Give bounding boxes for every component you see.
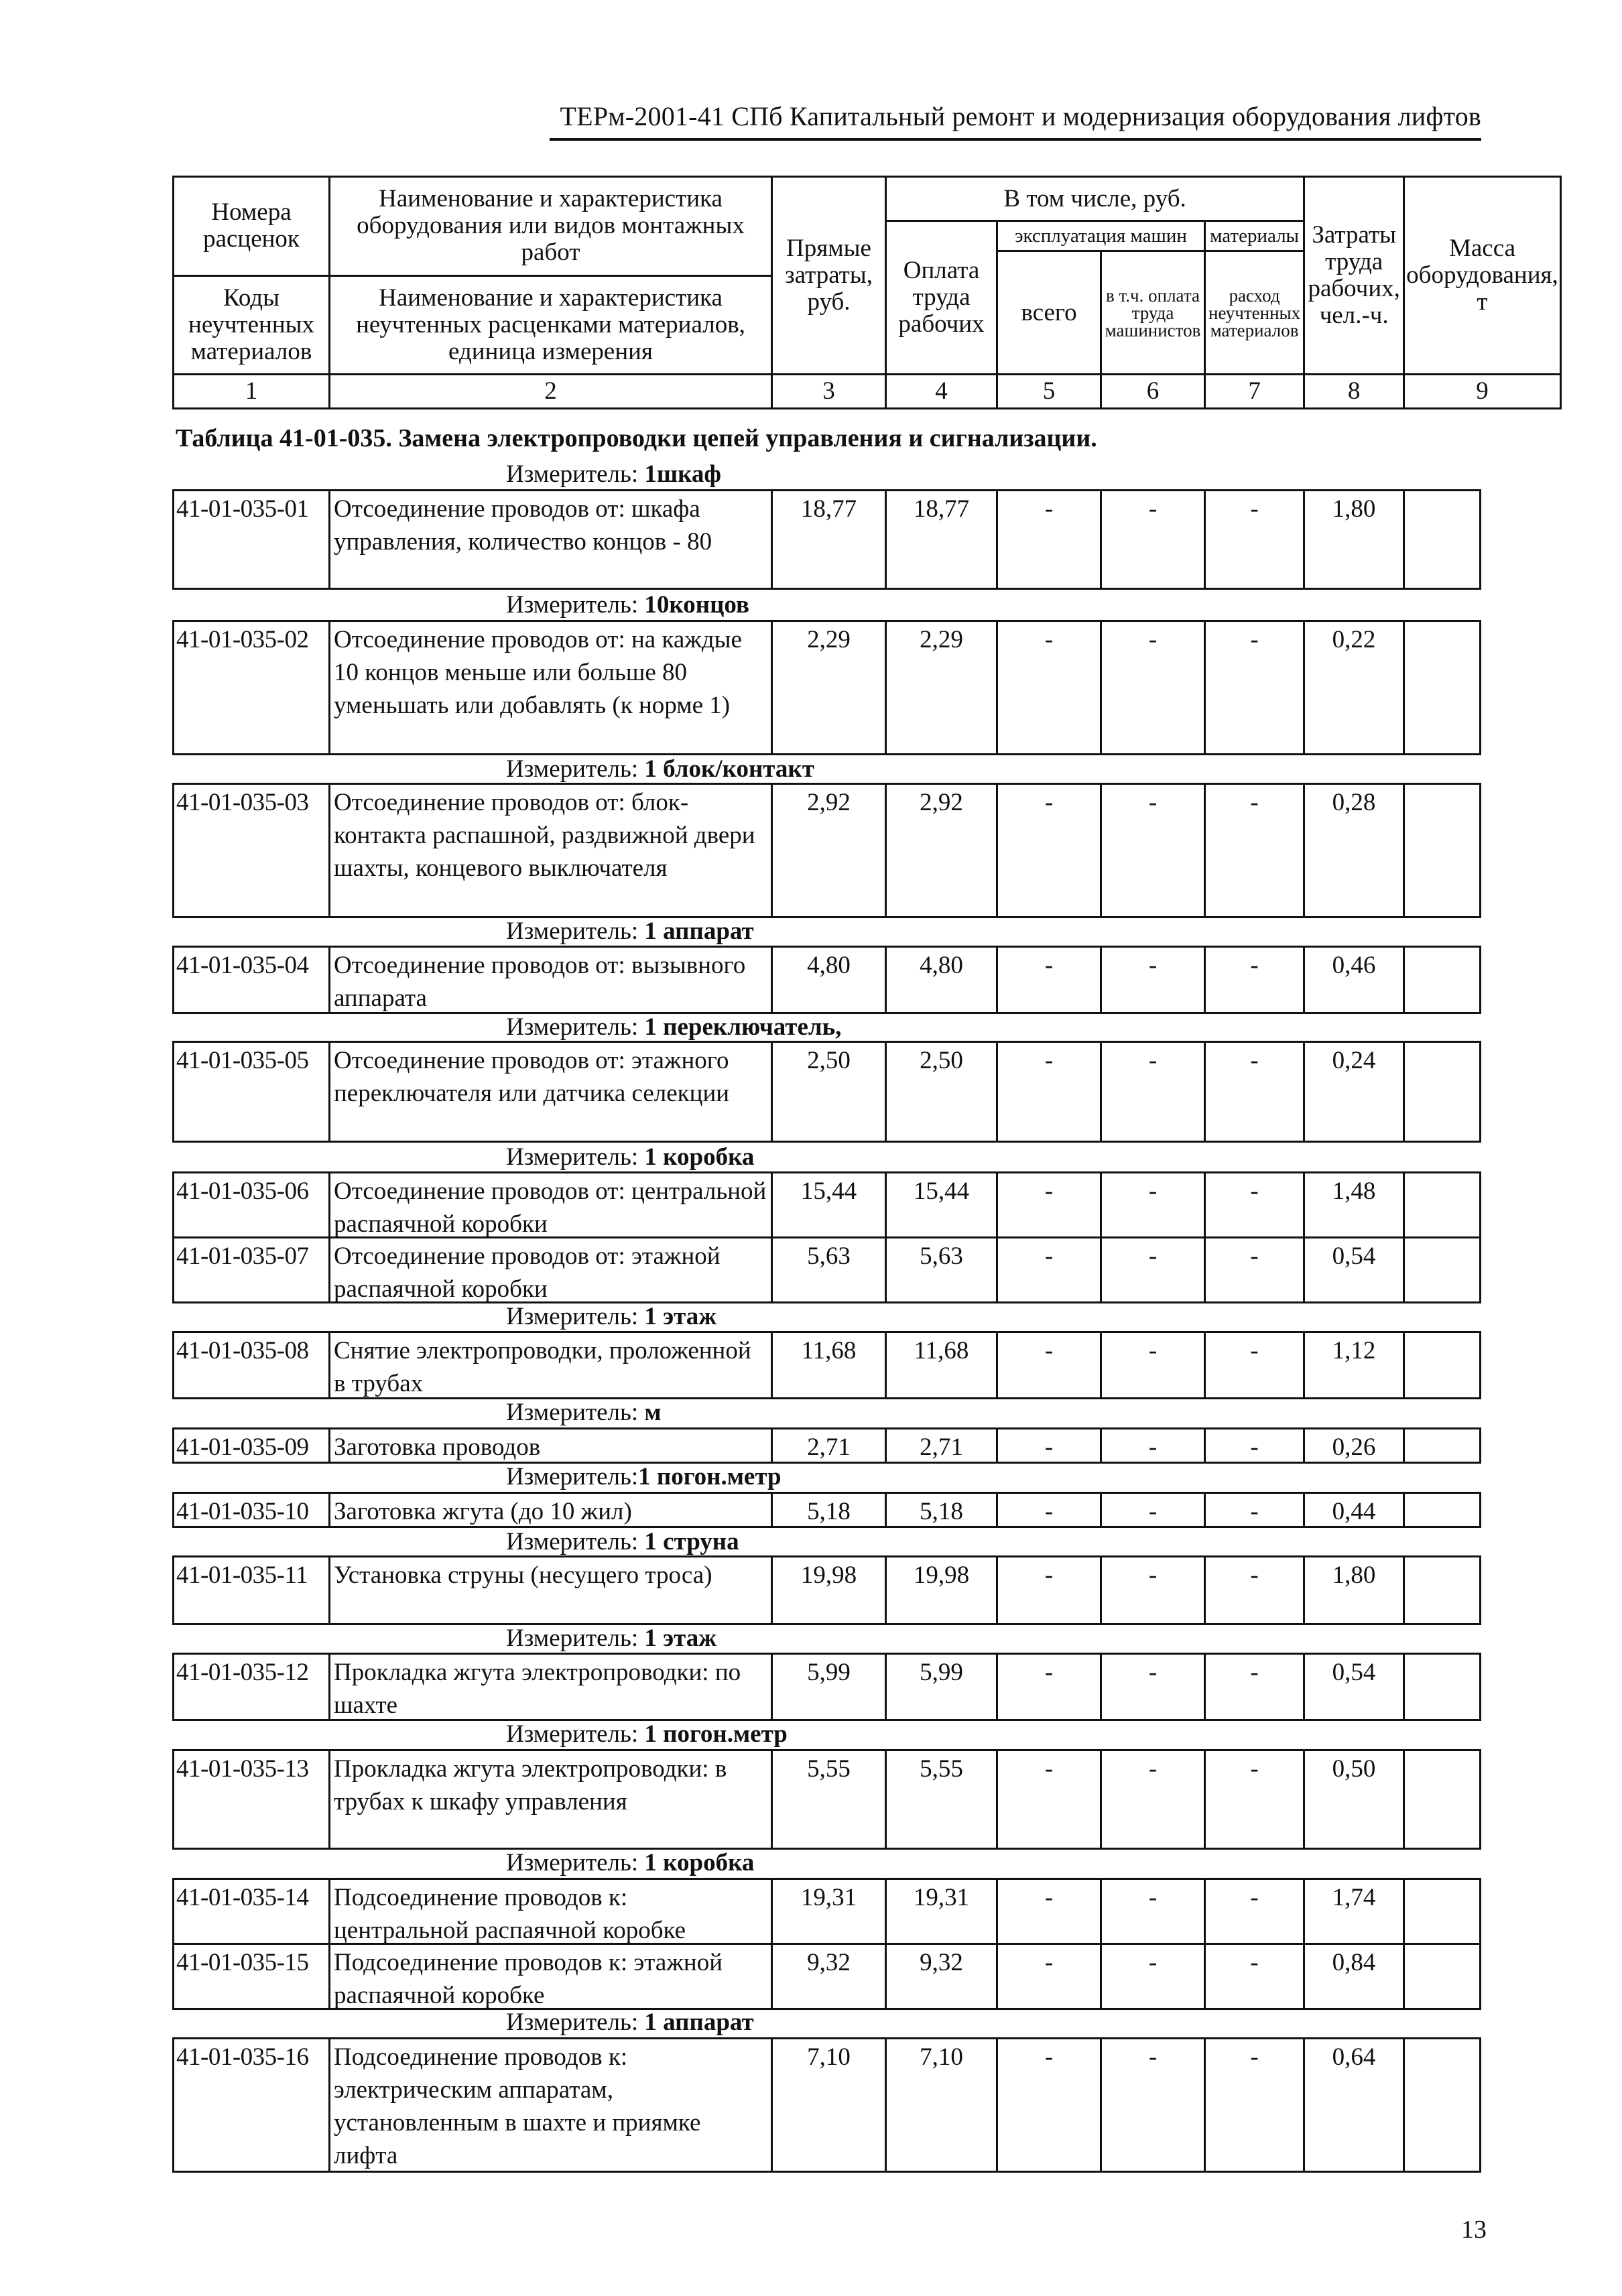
labor-pay: 2,29 — [885, 620, 996, 755]
direct-costs: 2,50 — [771, 1041, 885, 1143]
rate-code: 41-01-035-05 — [172, 1041, 328, 1143]
column-header-table — [172, 176, 1562, 409]
machine-total: - — [996, 1653, 1100, 1721]
direct-costs: 4,80 — [771, 946, 885, 1014]
rate-code: 41-01-035-14 — [172, 1878, 328, 1945]
rate-code: 41-01-035-03 — [172, 783, 328, 918]
operator-pay: - — [1100, 1492, 1204, 1528]
work-name: Подсоединение проводов к: электрическим аппаратам, установленным в шахте и приямке лифта — [328, 2037, 771, 2173]
materials-cost: - — [1204, 2037, 1303, 2173]
column-number: 8 — [1304, 375, 1404, 409]
direct-costs: 5,18 — [771, 1492, 885, 1528]
machine-total: - — [996, 1749, 1100, 1850]
equipment-mass — [1403, 946, 1481, 1014]
direct-costs: 15,44 — [771, 1171, 885, 1238]
labor-hours: 0,54 — [1303, 1236, 1403, 1303]
rate-code: 41-01-035-15 — [172, 1943, 328, 2010]
labor-pay: 2,71 — [885, 1427, 996, 1464]
machine-total: - — [996, 1041, 1100, 1143]
machine-total: - — [996, 2037, 1100, 2173]
work-name: Подсоединение проводов к: этажной распаячной коробке — [328, 1943, 771, 2010]
equipment-mass — [1403, 489, 1481, 590]
equipment-mass — [1403, 1171, 1481, 1238]
direct-costs: 9,32 — [771, 1943, 885, 2010]
operator-pay: - — [1100, 1653, 1204, 1721]
machine-total: - — [996, 1427, 1100, 1464]
labor-pay: 18,77 — [885, 489, 996, 590]
running-head-rule — [550, 138, 1481, 141]
machine-total: - — [996, 946, 1100, 1014]
unit-line: Измеритель:1 погон.метр — [506, 1463, 782, 1490]
work-name: Прокладка жгута электропроводки: в трубах к шкафу управления — [328, 1749, 771, 1850]
machine-total: - — [996, 1943, 1100, 2010]
unit-line: Измеритель: 1 погон.метр — [506, 1720, 788, 1748]
labor-hours: 1,74 — [1303, 1878, 1403, 1945]
labor-pay: 5,63 — [885, 1236, 996, 1303]
unit-line: Измеритель: 1 аппарат — [506, 2008, 754, 2036]
table-row — [172, 783, 1481, 918]
labor-hours: 0,50 — [1303, 1749, 1403, 1850]
table-row — [172, 1555, 1481, 1625]
work-name: Снятие электропроводки, проложенной в трубах — [328, 1331, 771, 1399]
unit-line: Измеритель: 1 аппарат — [506, 917, 754, 945]
labor-hours: 0,46 — [1303, 946, 1403, 1014]
operator-pay: - — [1100, 1427, 1204, 1464]
table-row — [172, 2037, 1481, 2173]
table-row — [172, 1943, 1481, 2010]
labor-hours: 0,28 — [1303, 783, 1403, 918]
labor-hours: 1,80 — [1303, 489, 1403, 590]
running-head: ТЕРм-2001-41 СПб Капитальный ремонт и модернизация оборудования лифтов — [560, 101, 1481, 131]
rate-code: 41-01-035-02 — [172, 620, 328, 755]
rate-code: 41-01-035-16 — [172, 2037, 328, 2173]
equipment-mass — [1403, 620, 1481, 755]
page-number: 13 — [1461, 2216, 1487, 2244]
unit-line: Измеритель: 1 струна — [506, 1528, 739, 1555]
unit-line: Измеритель: 1 коробка — [506, 1143, 755, 1171]
equipment-mass — [1403, 1878, 1481, 1945]
machine-total: - — [996, 783, 1100, 918]
column-number: 7 — [1205, 375, 1304, 409]
work-name: Заготовка жгута (до 10 жил) — [328, 1492, 771, 1528]
rate-code: 41-01-035-04 — [172, 946, 328, 1014]
labor-pay: 19,98 — [885, 1555, 996, 1625]
header-material-codes: Коды неучтенных материалов — [174, 275, 328, 374]
operator-pay: - — [1100, 620, 1204, 755]
table-title: Таблица 41-01-035. Замена электропроводки цепей управления и сигнализации. — [176, 424, 1097, 452]
work-name: Отсоединение проводов от: на каждые 10 концов меньше или больше 80 уменьшать или добавлять (к норме 1) — [328, 620, 771, 755]
direct-costs: 18,77 — [771, 489, 885, 590]
operator-pay: - — [1100, 783, 1204, 918]
materials-cost: - — [1204, 1492, 1303, 1528]
equipment-mass — [1403, 1427, 1481, 1464]
unit-line: Измеритель: 1 коробка — [506, 1849, 755, 1876]
table-row — [172, 1236, 1481, 1303]
materials-cost: - — [1204, 1555, 1303, 1625]
work-name: Отсоединение проводов от: вызывного аппарата — [328, 946, 771, 1014]
operator-pay: - — [1100, 1555, 1204, 1625]
unit-line: Измеритель: 1 этаж — [506, 1303, 717, 1330]
equipment-mass — [1403, 1492, 1481, 1528]
materials-cost: - — [1204, 1331, 1303, 1399]
header-machine-operation: эксплуатация машин — [997, 221, 1205, 251]
labor-pay: 5,55 — [885, 1749, 996, 1850]
direct-costs: 5,63 — [771, 1236, 885, 1303]
equipment-mass — [1403, 2037, 1481, 2173]
materials-cost: - — [1204, 783, 1303, 918]
equipment-mass — [1403, 1041, 1481, 1143]
rate-code: 41-01-035-13 — [172, 1749, 328, 1850]
header-direct-costs: Прямые затраты, руб. — [772, 177, 886, 375]
unit-line: Измеритель: 1 блок/контакт — [506, 755, 814, 783]
materials-cost: - — [1204, 1427, 1303, 1464]
operator-pay: - — [1100, 489, 1204, 590]
unit-line: Измеритель: 1шкаф — [506, 460, 722, 488]
column-number: 4 — [886, 375, 997, 409]
table-row — [172, 1331, 1481, 1399]
unit-line: Измеритель: 1 переключатель, — [506, 1013, 842, 1041]
header-materials: материалы — [1205, 221, 1304, 251]
labor-pay: 4,80 — [885, 946, 996, 1014]
direct-costs: 7,10 — [771, 2037, 885, 2173]
rate-code: 41-01-035-06 — [172, 1171, 328, 1238]
table-row — [172, 1171, 1481, 1238]
table-row — [172, 1427, 1481, 1464]
column-number: 3 — [772, 375, 886, 409]
operator-pay: - — [1100, 1943, 1204, 2010]
header-machine-total: всего — [997, 251, 1101, 375]
labor-pay: 7,10 — [885, 2037, 996, 2173]
materials-cost: - — [1204, 620, 1303, 755]
work-name: Отсоединение проводов от: блок-контакта распашной, раздвижной двери шахты, концевого выключателя — [328, 783, 771, 918]
labor-pay: 5,99 — [885, 1653, 996, 1721]
equipment-mass — [1403, 1943, 1481, 2010]
work-name: Установка струны (несущего троса) — [328, 1555, 771, 1625]
operator-pay: - — [1100, 1749, 1204, 1850]
labor-hours: 1,48 — [1303, 1171, 1403, 1238]
operator-pay: - — [1100, 1041, 1204, 1143]
header-including-group: В том числе, руб. — [886, 177, 1304, 221]
operator-pay: - — [1100, 1878, 1204, 1945]
materials-cost: - — [1204, 946, 1303, 1014]
equipment-mass — [1403, 1749, 1481, 1850]
column-number: 5 — [997, 375, 1101, 409]
equipment-mass — [1403, 783, 1481, 918]
labor-pay: 11,68 — [885, 1331, 996, 1399]
rate-code: 41-01-035-11 — [172, 1555, 328, 1625]
labor-pay: 15,44 — [885, 1171, 996, 1238]
column-number: 9 — [1404, 375, 1561, 409]
labor-hours: 0,26 — [1303, 1427, 1403, 1464]
rate-code: 41-01-035-08 — [172, 1331, 328, 1399]
work-name: Отсоединение проводов от: центральной распаячной коробки — [328, 1171, 771, 1238]
labor-pay: 2,92 — [885, 783, 996, 918]
header-unaccounted-materials: расход неучтенных материалов — [1205, 251, 1304, 375]
column-number: 6 — [1101, 375, 1205, 409]
table-row — [172, 1041, 1481, 1143]
rate-code: 41-01-035-12 — [172, 1653, 328, 1721]
machine-total: - — [996, 1331, 1100, 1399]
equipment-mass — [1403, 1331, 1481, 1399]
column-number: 1 — [174, 375, 330, 409]
operator-pay: - — [1100, 2037, 1204, 2173]
materials-cost: - — [1204, 1041, 1303, 1143]
direct-costs: 2,29 — [771, 620, 885, 755]
unit-line: Измеритель: 1 этаж — [506, 1624, 717, 1652]
work-name: Отсоединение проводов от: этажной распаячной коробки — [328, 1236, 771, 1303]
direct-costs: 19,31 — [771, 1878, 885, 1945]
header-rate-numbers: Номера расценок — [203, 198, 300, 253]
labor-pay: 2,50 — [885, 1041, 996, 1143]
labor-hours: 0,22 — [1303, 620, 1403, 755]
labor-hours: 0,44 — [1303, 1492, 1403, 1528]
machine-total: - — [996, 1878, 1100, 1945]
materials-cost: - — [1204, 1236, 1303, 1303]
header-material-name: Наименование и характеристика неучтенных расценками материалов, единица измерения — [330, 275, 771, 374]
header-equipment-mass: Масса оборудования, т — [1404, 177, 1561, 375]
labor-hours: 0,84 — [1303, 1943, 1403, 2010]
rate-code: 41-01-035-09 — [172, 1427, 328, 1464]
header-operator-pay: в т.ч. оплата труда машинистов — [1101, 251, 1205, 375]
work-name: Подсоединение проводов к: центральной распаячной коробке — [328, 1878, 771, 1945]
materials-cost: - — [1204, 1943, 1303, 2010]
labor-pay: 9,32 — [885, 1943, 996, 2010]
labor-hours: 0,54 — [1303, 1653, 1403, 1721]
labor-pay: 5,18 — [885, 1492, 996, 1528]
equipment-mass — [1403, 1555, 1481, 1625]
labor-hours: 0,64 — [1303, 2037, 1403, 2173]
machine-total: - — [996, 1492, 1100, 1528]
materials-cost: - — [1204, 1171, 1303, 1238]
table-row — [172, 489, 1481, 590]
unit-line: Измеритель: м — [506, 1399, 662, 1426]
machine-total: - — [996, 489, 1100, 590]
direct-costs: 2,92 — [771, 783, 885, 918]
machine-total: - — [996, 1171, 1100, 1238]
work-name: Прокладка жгута электропроводки: по шахте — [328, 1653, 771, 1721]
materials-cost: - — [1204, 1653, 1303, 1721]
rate-code: 41-01-035-01 — [172, 489, 328, 590]
column-number: 2 — [330, 375, 772, 409]
labor-hours: 1,12 — [1303, 1331, 1403, 1399]
direct-costs: 2,71 — [771, 1427, 885, 1464]
direct-costs: 19,98 — [771, 1555, 885, 1625]
direct-costs: 5,99 — [771, 1653, 885, 1721]
materials-cost: - — [1204, 1749, 1303, 1850]
table-row — [172, 1878, 1481, 1945]
table-row — [172, 1749, 1481, 1850]
labor-pay: 19,31 — [885, 1878, 996, 1945]
machine-total: - — [996, 1236, 1100, 1303]
header-labor-pay: Оплата труда рабочих — [886, 221, 997, 375]
machine-total: - — [996, 620, 1100, 755]
direct-costs: 11,68 — [771, 1331, 885, 1399]
operator-pay: - — [1100, 1171, 1204, 1238]
machine-total: - — [996, 1555, 1100, 1625]
labor-hours: 0,24 — [1303, 1041, 1403, 1143]
materials-cost: - — [1204, 489, 1303, 590]
equipment-mass — [1403, 1236, 1481, 1303]
unit-line: Измеритель: 10концов — [506, 591, 749, 619]
header-labor-hours: Затраты труда рабочих, чел.-ч. — [1304, 177, 1404, 375]
operator-pay: - — [1100, 1236, 1204, 1303]
materials-cost: - — [1204, 1878, 1303, 1945]
rate-code: 41-01-035-07 — [172, 1236, 328, 1303]
work-name: Заготовка проводов — [328, 1427, 771, 1464]
operator-pay: - — [1100, 946, 1204, 1014]
table-row — [172, 1653, 1481, 1721]
table-row — [172, 1492, 1481, 1528]
operator-pay: - — [1100, 1331, 1204, 1399]
rate-code: 41-01-035-10 — [172, 1492, 328, 1528]
work-name: Отсоединение проводов от: этажного переключателя или датчика селекции — [328, 1041, 771, 1143]
equipment-mass — [1403, 1653, 1481, 1721]
labor-hours: 1,80 — [1303, 1555, 1403, 1625]
direct-costs: 5,55 — [771, 1749, 885, 1850]
table-row — [172, 620, 1481, 755]
work-name: Отсоединение проводов от: шкафа управления, количество концов - 80 — [328, 489, 771, 590]
table-row — [172, 946, 1481, 1014]
header-work-name: Наименование и характеристика оборудования или видов монтажных работ — [357, 185, 745, 267]
